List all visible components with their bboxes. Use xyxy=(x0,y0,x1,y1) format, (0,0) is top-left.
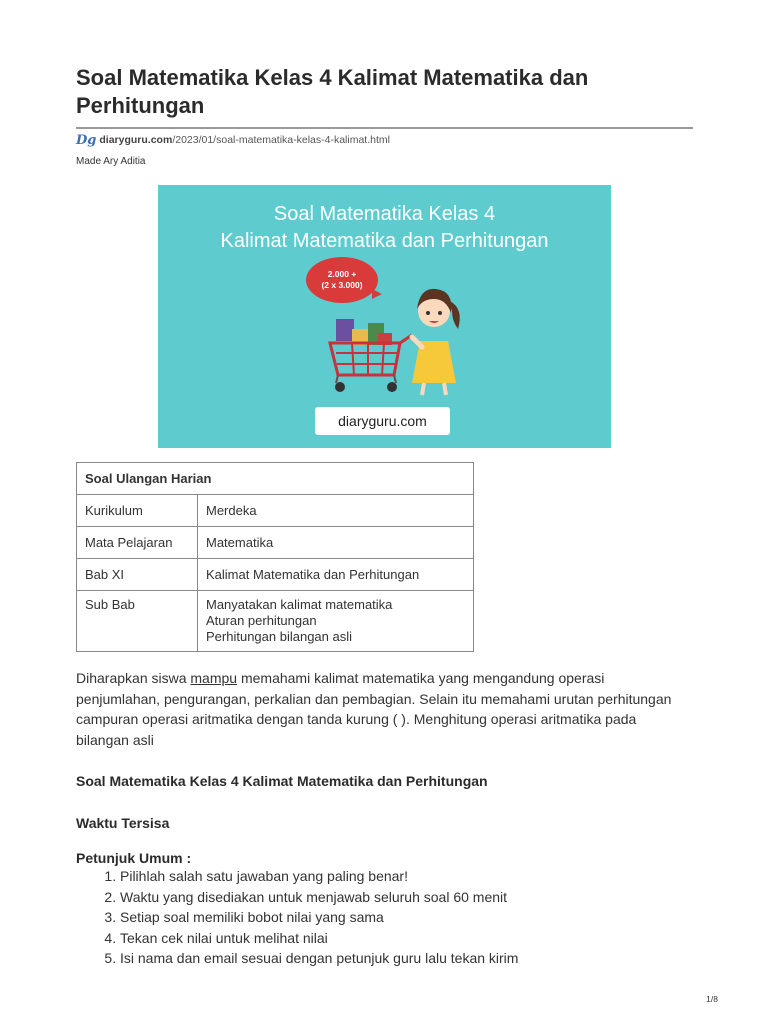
girl-shopping-cart-illustration xyxy=(316,271,466,401)
source-domain-link[interactable]: diaryguru.com xyxy=(99,134,173,146)
bubble-line1: 2.000 + xyxy=(327,269,357,279)
intro-paragraph xyxy=(76,668,686,750)
table-key: Kurikulum xyxy=(77,495,198,527)
timer-label: Waktu Tersisa xyxy=(76,815,170,831)
page-number: 1/8 xyxy=(706,994,718,1004)
mampu-link[interactable]: mampu xyxy=(190,670,238,686)
bubble-line2: (2 x 3.000) xyxy=(321,280,363,290)
table-value: Merdeka xyxy=(198,495,474,527)
list-item: 5. Isi nama dan email sesuai dengan petunjuk guru lalu tekan kirim xyxy=(120,948,518,969)
page-title: Soal Matematika Kelas 4 Kalimat Matematika dan Perhitungan xyxy=(76,65,589,118)
table-value: Kalimat Matematika dan Perhitungan xyxy=(198,559,474,591)
section-heading: Soal Matematika Kelas 4 Kalimat Matematika dan Perhitungan xyxy=(76,773,488,789)
table-key: Sub Bab xyxy=(77,591,198,652)
para-text-start: Diharapkan siswa xyxy=(76,670,191,686)
diaryguru-logo-icon: Dg xyxy=(76,132,97,148)
sub-bab-item: Manyatakan kalimat matematika xyxy=(206,597,393,612)
table-key: Bab XI xyxy=(77,559,198,591)
list-item: 2. Waktu yang disediakan untuk menjawab seluruh soal 60 menit xyxy=(120,887,518,908)
table-value-list xyxy=(198,591,474,652)
table-row-sub-bab xyxy=(77,591,474,652)
article-banner-image xyxy=(158,185,611,448)
table-row xyxy=(77,527,474,559)
instructions-list xyxy=(76,866,518,969)
banner-title-line1: Soal Matematika Kelas 4 xyxy=(273,203,496,225)
lesson-info-table xyxy=(76,462,474,652)
table-value: Matematika xyxy=(198,527,474,559)
sub-bab-item: Aturan perhitungan xyxy=(206,613,317,628)
table-key: Mata Pelajaran xyxy=(77,527,198,559)
table-row xyxy=(77,495,474,527)
table-header-row xyxy=(77,463,474,495)
list-item: 3. Setiap soal memiliki bobot nilai yang sama xyxy=(120,907,518,928)
banner-site-label: diaryguru.com xyxy=(315,407,450,435)
banner-title-line2: Kalimat Matematika dan Perhitungan xyxy=(220,230,549,252)
table-row xyxy=(77,559,474,591)
title-divider xyxy=(76,127,693,129)
source-line xyxy=(76,131,390,149)
para-text-rest: memahami kalimat matematika yang mengandung operasi penjumlahan, pengurangan, perkalian dan pembagian. Selain itu memahami urutan perhitungan campuran operasi aritmatika dengan tanda kurung ( ). Menghitung operasi aritmatika pada bilangan asli xyxy=(76,670,672,748)
author-name: Made Ary Aditia xyxy=(76,156,146,167)
instructions-heading: Petunjuk Umum : xyxy=(76,850,192,866)
source-path: /2023/01/soal-matematika-kelas-4-kalimat.html xyxy=(172,134,390,146)
sub-bab-item: Perhitungan bilangan asli xyxy=(206,629,352,644)
list-item: 1. Pilihlah salah satu jawaban yang paling benar! xyxy=(120,866,518,887)
table-header: Soal Ulangan Harian xyxy=(77,463,474,495)
list-item: 4. Tekan cek nilai untuk melihat nilai xyxy=(120,928,518,949)
